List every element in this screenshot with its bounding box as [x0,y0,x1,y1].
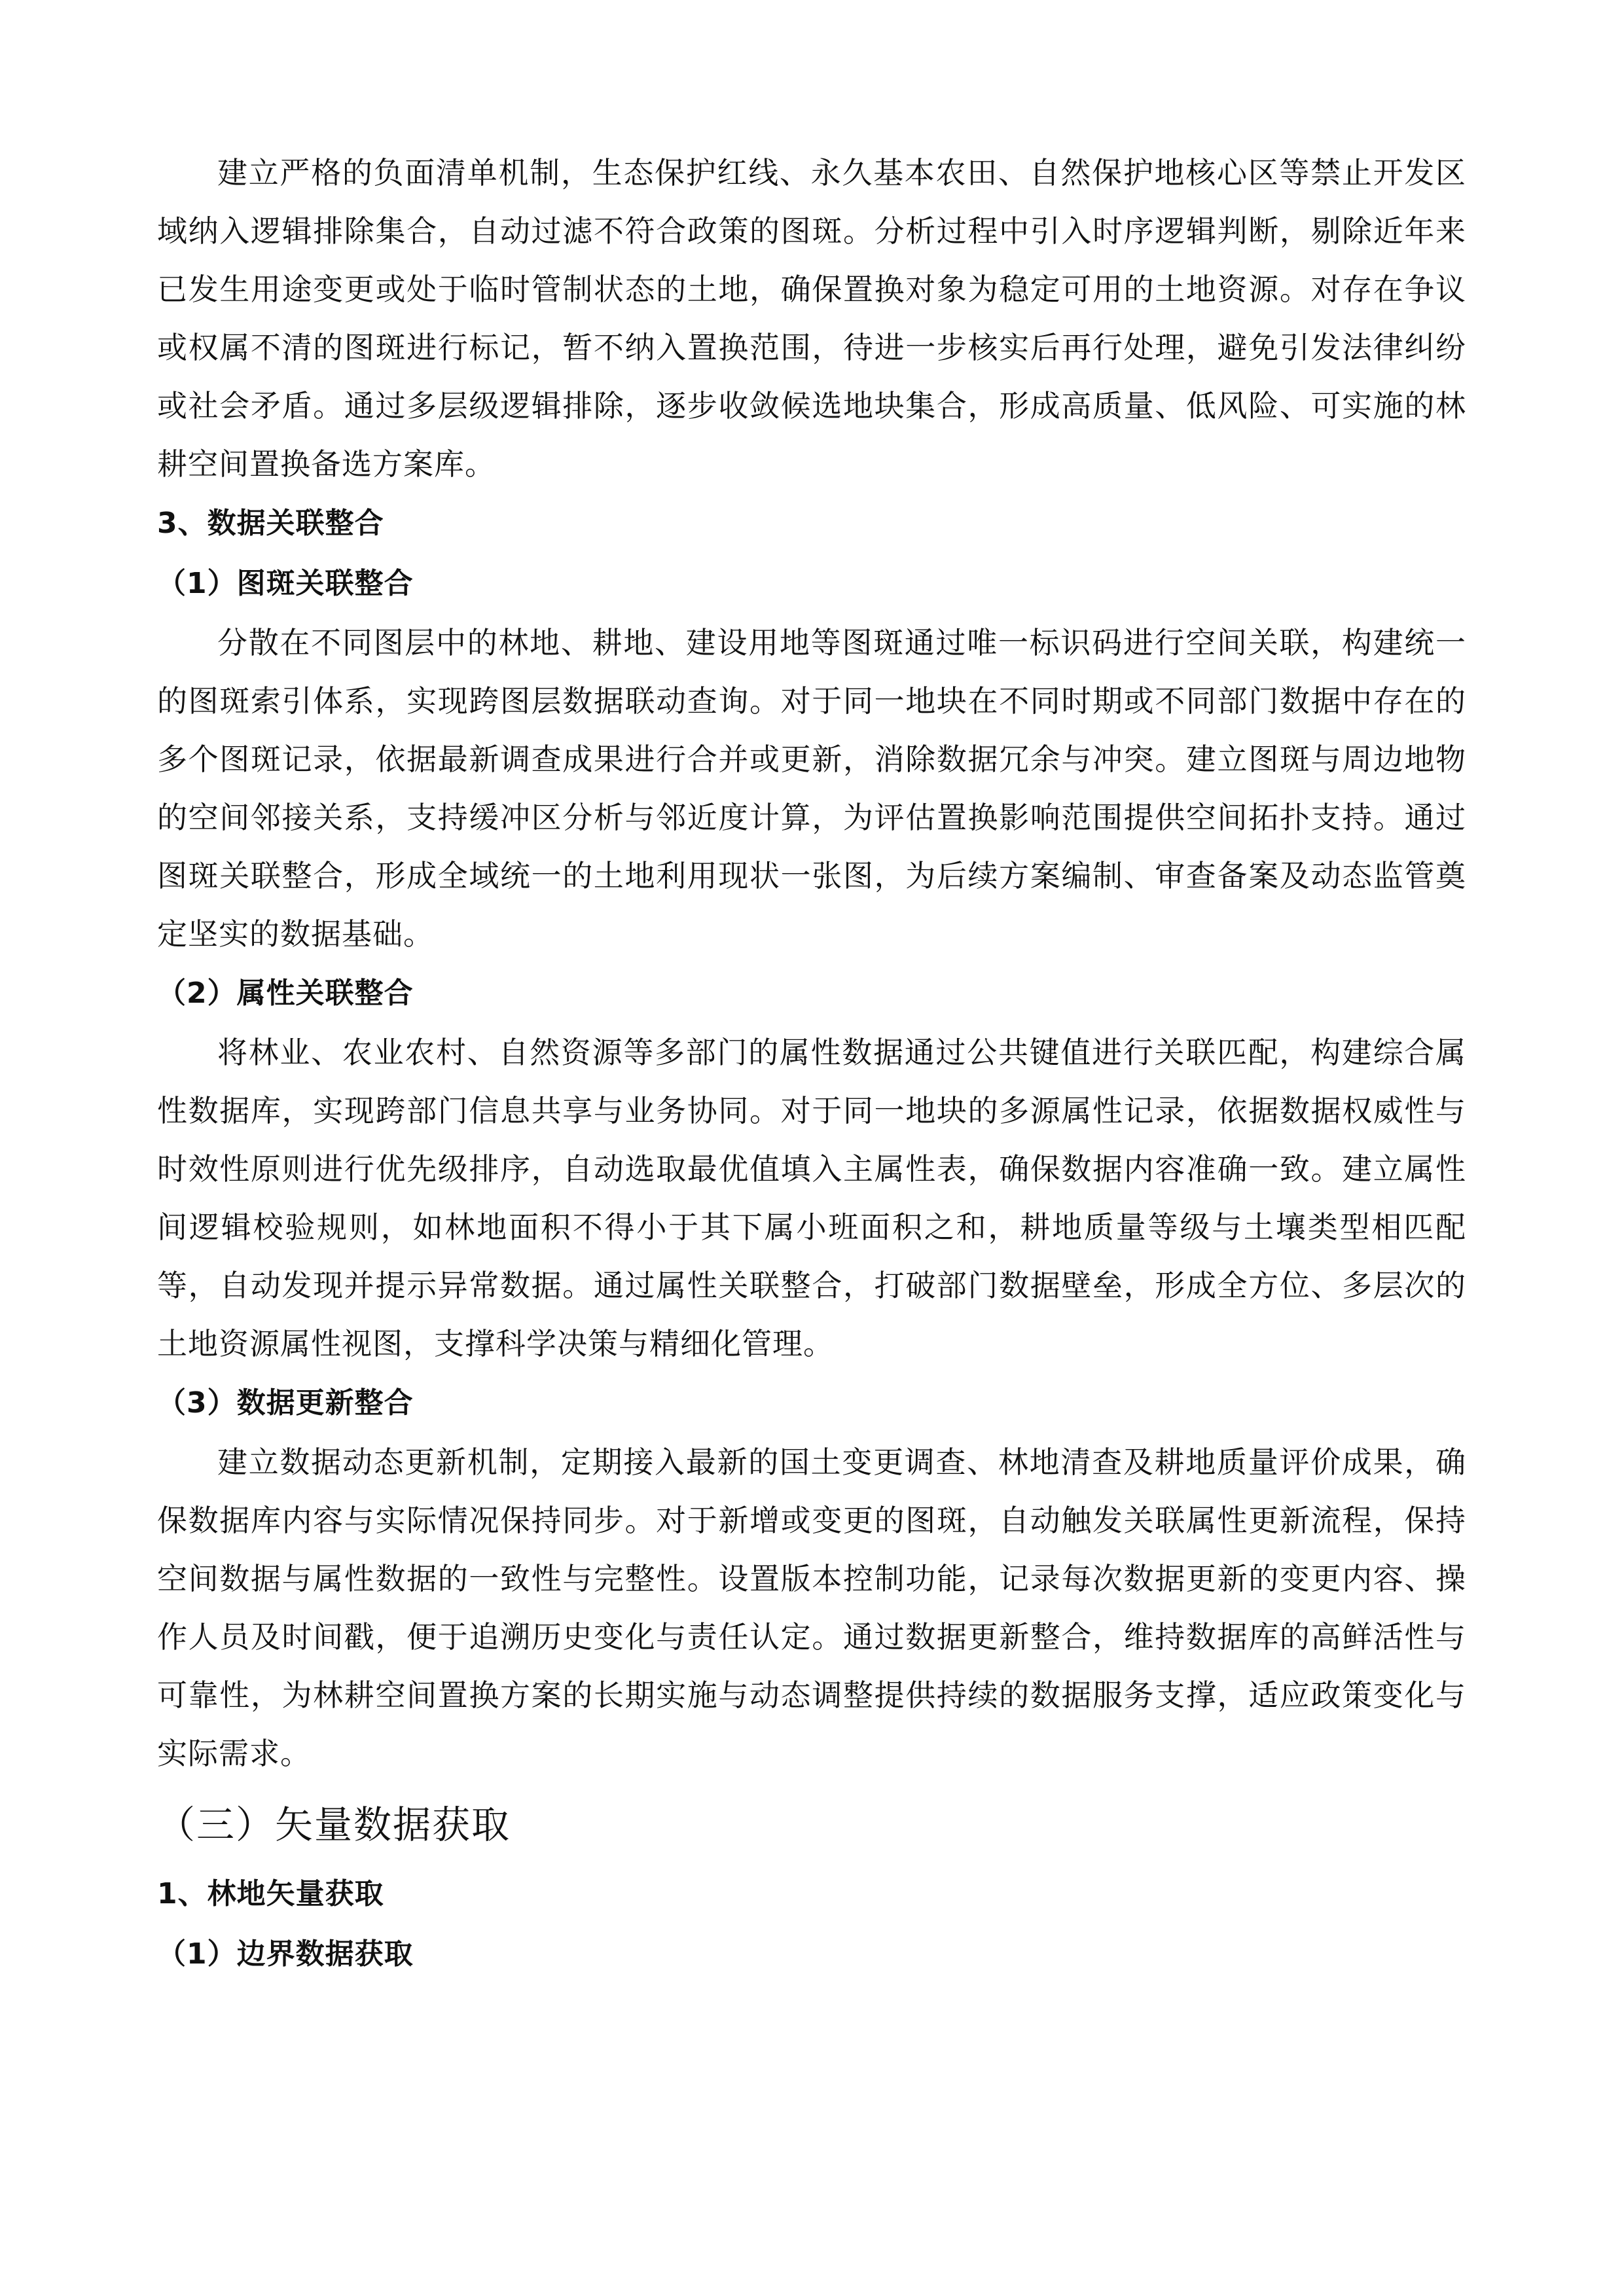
paragraph-data-update: 建立数据动态更新机制，定期接入最新的国土变更调查、林地清查及耕地质量评价成果，确保数据库内容与实际情况保持同步。对于新增或变更的图斑，自动触发关联属性更新流程，保持空间数据与属性数据的一致性与完整性。设置版本控制功能，记录每次数据更新的变更内容、操作人员及时间戳，便于追溯历史变化与责任认定。通过数据更新整合，维持数据库的高鲜活性与可靠性，为林耕空间置换方案的长期实施与动态调整提供持续的数据服务支撑，适应政策变化与实际需求。 [157,1444,1466,1771]
subheading-patch-association: （1）图斑关联整合 [157,567,414,600]
subheading-attribute-association: （2）属性关联整合 [157,977,414,1010]
subheading-data-update: （3）数据更新整合 [157,1386,414,1420]
section-heading-vector-data: （三）矢量数据获取 [157,1803,511,1847]
paragraph-attribute-association: 将林业、农业农村、自然资源等多部门的属性数据通过公共键值进行关联匹配，构建综合属性数据库，实现跨部门信息共享与业务协同。对于同一地块的多源属性记录，依据数据权威性与时效性原则进行优先级排序，自动选取最优值填入主属性表，确保数据内容准确一致。建立属性间逻辑校验规则，如林地面积不得小于其下属小班面积之和，耕地质量等级与土壤类型相匹配等，自动发现并提示异常数据。通过属性关联整合，打破部门数据壁垒，形成全方位、多层次的土地资源属性视图，支撑科学决策与精细化管理。 [157,1035,1466,1361]
heading-data-association: 3、数据关联整合 [157,507,384,540]
paragraph-negative-list: 建立严格的负面清单机制，生态保护红线、永久基本农田、自然保护地核心区等禁止开发区域纳入逻辑排除集合，自动过滤不符合政策的图斑。分析过程中引入时序逻辑判断，剔除近年来已发生用途变更或处于临时管制状态的土地，确保置换对象为稳定可用的土地资源。对存在争议或权属不清的图斑进行标记，暂不纳入置换范围，待进一步核实后再行处理，避免引发法律纠纷或社会矛盾。通过多层级逻辑排除，逐步收敛候选地块集合，形成高质量、低风险、可实施的林耕空间置换备选方案库。 [157,155,1466,482]
document-page [157,144,1466,1984]
heading-forest-vector: 1、林地矢量获取 [157,1877,384,1910]
subheading-boundary-data: （1）边界数据获取 [157,1937,414,1971]
paragraph-patch-association: 分散在不同图层中的林地、耕地、建设用地等图斑通过唯一标识码进行空间关联，构建统一的图斑索引体系，实现跨图层数据联动查询。对于同一地块在不同时期或不同部门数据中存在的多个图斑记录，依据最新调查成果进行合并或更新，消除数据冗余与冲突。建立图斑与周边地物的空间邻接关系，支持缓冲区分析与邻近度计算，为评估置换影响范围提供空间拓扑支持。通过图斑关联整合，形成全域统一的土地利用现状一张图，为后续方案编制、审查备案及动态监管奠定坚实的数据基础。 [157,625,1466,952]
